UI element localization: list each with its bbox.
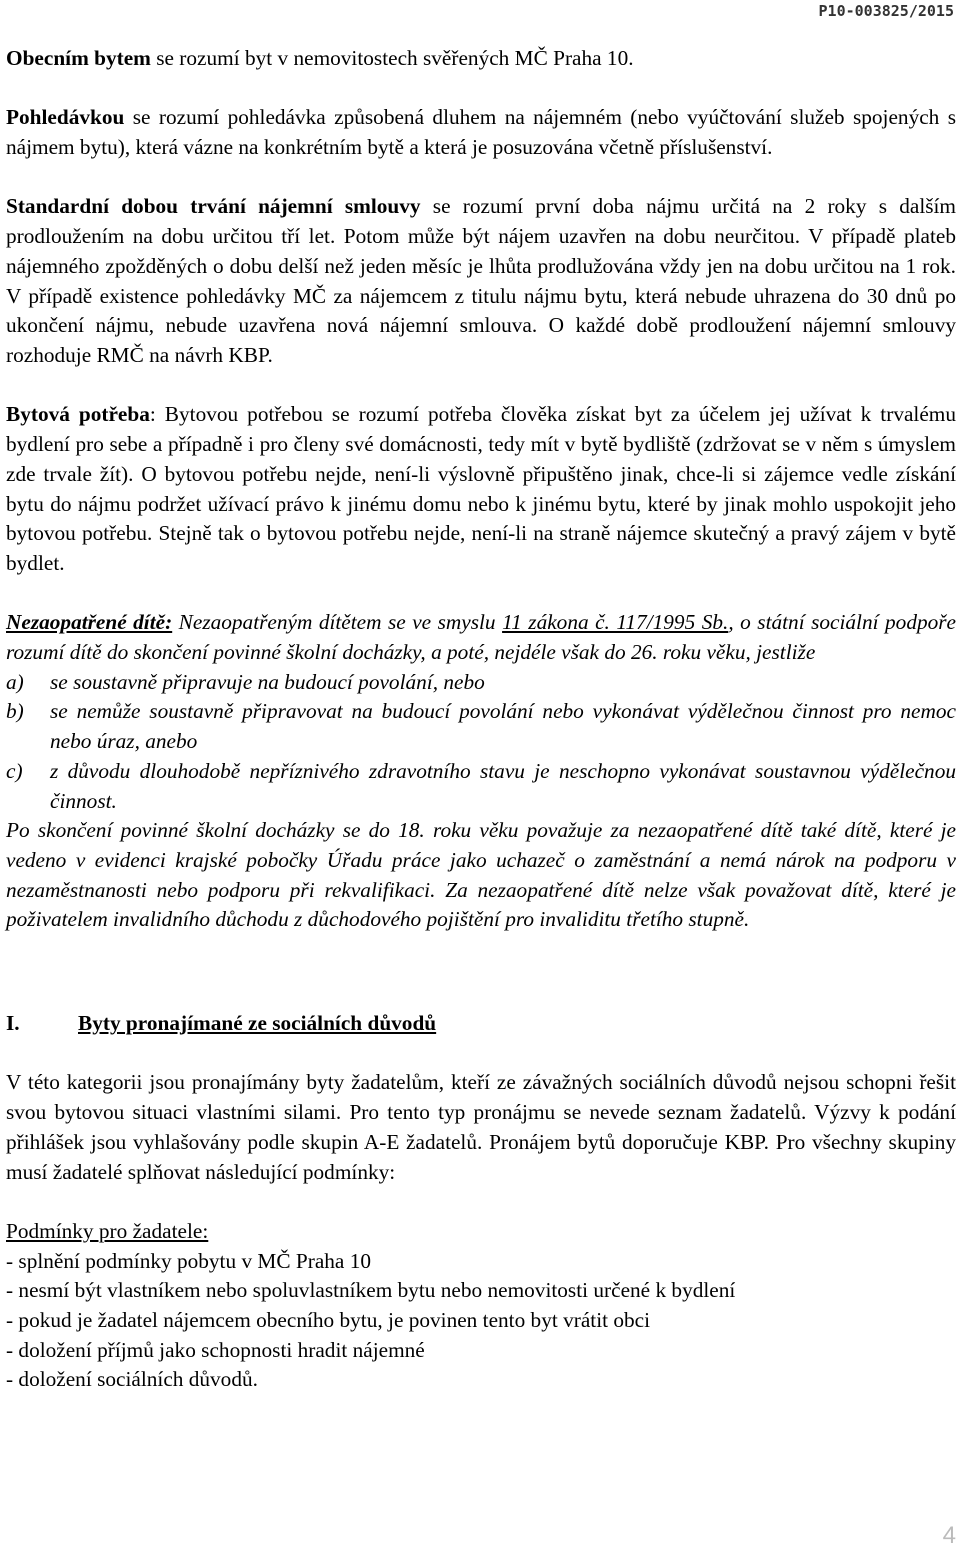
list-item bbox=[6, 757, 956, 816]
definition-pohledavka bbox=[6, 103, 956, 162]
list-item-text: se nemůže soustavně připravovat na budoucí povolání nebo vykonávat výdělečnou činnost pro nemoc nebo úraz, anebo bbox=[50, 699, 956, 754]
list-marker: b) bbox=[6, 699, 24, 724]
list-item bbox=[6, 668, 956, 698]
definition-standardni-doba bbox=[6, 192, 956, 370]
section-title: Byty pronajímané ze sociálních důvodů bbox=[78, 1011, 437, 1036]
conditions-heading: Podmínky pro žadatele: bbox=[6, 1218, 209, 1243]
law-reference-link[interactable]: 11 zákona č. 117/1995 Sb. bbox=[502, 610, 729, 635]
definition-text: , o státní sociální podpoře rozumí dítě do skončení povinné školní docházky, a poté, nejdéle však do 26. roku věku, jestliže bbox=[6, 610, 957, 664]
definition-text: se rozumí první doba nájmu určitá na 2 roky s dalším prodloužením na dobu určitou tří let. Potom může být nájem uzavřen na dobu neurčitou. V případě plateb nájemného zpožděných o dobu delší než jeden měsíc je lhůta prodlužována vždy jen na dobu určitou na 1 rok. V případě existence pohledávky MČ za nájemcem z titulu nájmu bytu, která nebude uhrazena do 30 dnů po ukončení nájmu, nebude uzavřena nová nájemní smlouva. O každé době prodloužení nájemní smlouvy rozhoduje RMČ na návrh KBP. bbox=[6, 194, 957, 367]
definition-text: se rozumí pohledávka způsobená dluhem na nájemném (nebo vyúčtování služeb spojených s nájmem bytu), která vázne na konkrétním bytě a která je posuzována včetně příslušenství. bbox=[6, 105, 956, 160]
condition-item: - pokud je žadatel nájemcem obecního bytu, je povinen tento byt vrátit obci bbox=[6, 1308, 651, 1333]
list-item-text: se soustavně připravuje na budoucí povolání, nebo bbox=[50, 669, 485, 694]
term-nezaopatrene-dite: Nezaopatřené dítě: bbox=[6, 610, 173, 635]
condition-item: - nesmí být vlastníkem nebo spoluvlastníkem bytu nebo nemovitosti určené k bydlení bbox=[6, 1278, 736, 1303]
list-item-text: z důvodu dlouhodobě nepříznivého zdravotního stavu je neschopno vykonávat soustavnou výdělečnou činnost. bbox=[50, 758, 956, 813]
term-bytova-potreba: Bytová potřeba bbox=[6, 402, 150, 427]
list-item bbox=[6, 697, 956, 756]
definition-text: se rozumí byt v nemovitostech svěřených MČ Praha 10. bbox=[150, 46, 634, 70]
condition-item: - doložení sociálních důvodů. bbox=[6, 1367, 258, 1392]
document-page bbox=[6, 44, 956, 1395]
condition-item: - doložení příjmů jako schopnosti hradit nájemné bbox=[6, 1337, 425, 1362]
term-standardni-doba: Standardní dobou trvání nájemní smlouvy bbox=[6, 194, 421, 219]
list-marker: a) bbox=[6, 669, 24, 694]
paragraph-po-skonceni: Po skončení povinné školní docházky se do 18. roku věku považuje za nezaopatřené dítě také dítě, které je vedeno v evidenci krajské pobočky Úřadu práce jako uchazeč o zaměstnání a nemá nárok na podporu v nezaměstnanosti nebo podporu při rekvalifikaci. Za nezaopatřené dítě nelze však považovat dítě, které je poživatelem invalidního důchodu z důchodového pojištění pro invaliditu třetího stupně. bbox=[6, 818, 956, 932]
section-number: I. bbox=[6, 1011, 20, 1036]
definition-obecni-byt bbox=[6, 44, 956, 74]
list-marker: c) bbox=[6, 758, 23, 783]
condition-item: - splnění podmínky pobytu v MČ Praha 10 bbox=[6, 1248, 371, 1273]
definition-nezaopatrene-dite bbox=[6, 608, 956, 667]
definition-text: : Bytovou potřebou se rozumí potřeba člověka získat byt za účelem jej užívat k trvalému bydlení pro sebe a případně i pro členy své domácnosti, tedy mít v bytě bydliště (zdržovat se v něm s úmyslem zde trvale žít). O bytovou potřebu nejde, není-li výslovně připuštěno jinak, chce-li si zájemce vedle získání bytu do nájmu podržet užívací právo k jinému domu nebo k jinému bytu, které by jinak mohlo uspokojit jeho bytovou potřebu. Stejně tak o bytovou potřebu nejde, není-li na straně nájemce skutečný a pravý zájem v bytě bydlet. bbox=[6, 402, 956, 575]
term-pohledavka: Pohledávkou bbox=[6, 105, 125, 130]
definition-text: Nezaopatřeným dítětem se ve smyslu bbox=[172, 610, 503, 635]
conditions-list bbox=[6, 668, 956, 817]
section-heading bbox=[6, 1009, 956, 1039]
document-id: P10-003825/2015 bbox=[818, 2, 954, 20]
page-number: 4 bbox=[942, 1522, 956, 1549]
term-obecni-byt: Obecním bytem bbox=[6, 46, 151, 70]
definition-bytova-potreba bbox=[6, 400, 956, 578]
paragraph-kategorie: V této kategorii jsou pronajímány byty žadatelům, kteří ze závažných sociálních důvodů nejsou schopni řešit svou bytovou situaci vlastními silami. Pro tento typ pronájmu se nevede seznam žadatelů. Výzvy k podání přihlášek jsou vyhlašovány podle skupin A-E žadatelů. Pronájem bytů doporučuje KBP. Pro všechny skupiny musí žadatelé splňovat následující podmínky: bbox=[6, 1070, 956, 1184]
